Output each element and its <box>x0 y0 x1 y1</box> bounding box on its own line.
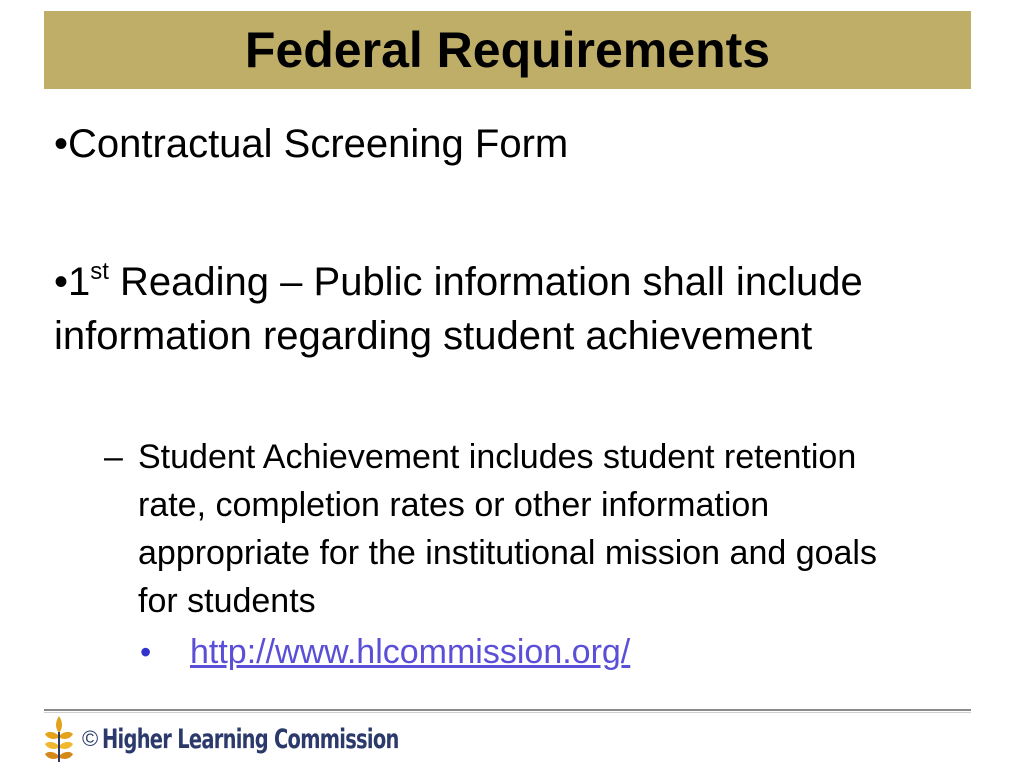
footer-logo <box>44 714 514 764</box>
wheat-logo-icon <box>44 714 74 764</box>
sub-bullet-dash: – <box>104 438 123 476</box>
slide-title: Federal Requirements <box>244 22 771 78</box>
bullet-first-reading-text: Reading – Public information shall include information regarding student achievement <box>54 260 863 358</box>
link-bullet-dot: • <box>140 634 152 670</box>
copyright-symbol: © <box>82 726 99 751</box>
bullet-first-reading <box>54 255 954 363</box>
bullet-first-reading-superscript: st <box>90 258 109 285</box>
bullet-contractual-screening: •Contractual Screening Form <box>54 122 569 166</box>
organization-name: Higher Learning Commission <box>102 723 399 755</box>
sub-bullet-student-achievement <box>104 433 924 625</box>
link-bullet <box>140 630 630 674</box>
bullet-first-reading-prefix: •1 <box>54 260 91 304</box>
hlc-website-link[interactable]: http://www.hlcommission.org/ <box>190 633 631 671</box>
title-bar <box>44 11 971 89</box>
footer-divider <box>44 709 971 711</box>
sub-bullet-text: Student Achievement includes student retention rate, completion rates or other information appropriate for the institutional mission and goals for students <box>138 438 877 620</box>
footer-divider-light <box>44 712 971 713</box>
